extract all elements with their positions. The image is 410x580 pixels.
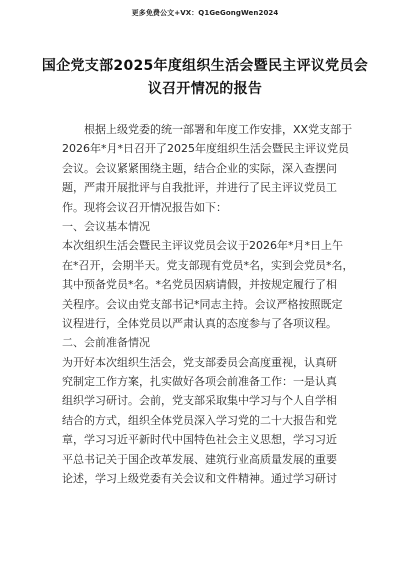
document-body <box>62 120 357 488</box>
body-line: 平总书记关于国企改革发展、建筑行业高质量发展的重要 <box>62 452 337 466</box>
section-heading: 二、会前准备情况 <box>62 336 150 350</box>
section-heading: 一、会议基本情况 <box>62 219 150 233</box>
body-line: 其中预备党员*名。*名党员因病请假，并按规定履行了相 <box>62 278 337 292</box>
body-line: 会议。会议紧紧围绕主题，结合企业的实际，深入查摆问 <box>62 161 337 175</box>
body-line: 结合的方式，组织全体党员深入学习党的二十大报告和党 <box>62 413 337 427</box>
body-line: 关程序。会议由党支部书记*同志主持。会议严格按照既定 <box>62 297 343 311</box>
body-line: 根据上级党委的统一部署和年度工作安排，XX党支部于 <box>84 123 353 136</box>
body-line: 组织学习研讨。会前，党支部采取集中学习与个人自学相 <box>62 394 337 408</box>
body-line: 题，严肃开展批评与自我批评，并进行了民主评议党员工 <box>62 181 337 195</box>
body-line: 2026年*月*日召开了2025年度组织生活会暨民主评议党员 <box>62 142 349 156</box>
body-line: 究制定工作方案，扎实做好各项会前准备工作：一是认真 <box>62 375 337 389</box>
body-line: 作。现将会议召开情况报告如下： <box>62 200 227 214</box>
document-title <box>40 55 370 101</box>
body-line: 章，学习习近平新时代中国特色社会主义思想，学习习近 <box>62 433 337 447</box>
body-line: 议程进行，全体党员以严肃认真的态度参与了各项议程。 <box>62 316 337 330</box>
body-line: 在*召开，会期半天。党支部现有党员*名，实到会党员*名， <box>62 258 354 272</box>
header-note: 更多免费公文+VX：Q1GeGongWen2024 <box>131 9 279 17</box>
body-line: 为开好本次组织生活会，党支部委员会高度重视，认真研 <box>62 355 337 369</box>
title-line: 议召开情况的报告 <box>147 81 263 97</box>
body-line: 论述，学习上级党委有关会议和文件精神。通过学习研讨 <box>62 472 337 486</box>
body-line: 本次组织生活会暨民主评议党员会议于2026年*月*日上午 <box>62 239 343 253</box>
title-line: 国企党支部2025年度组织生活会暨民主评议党员会 <box>41 58 369 74</box>
